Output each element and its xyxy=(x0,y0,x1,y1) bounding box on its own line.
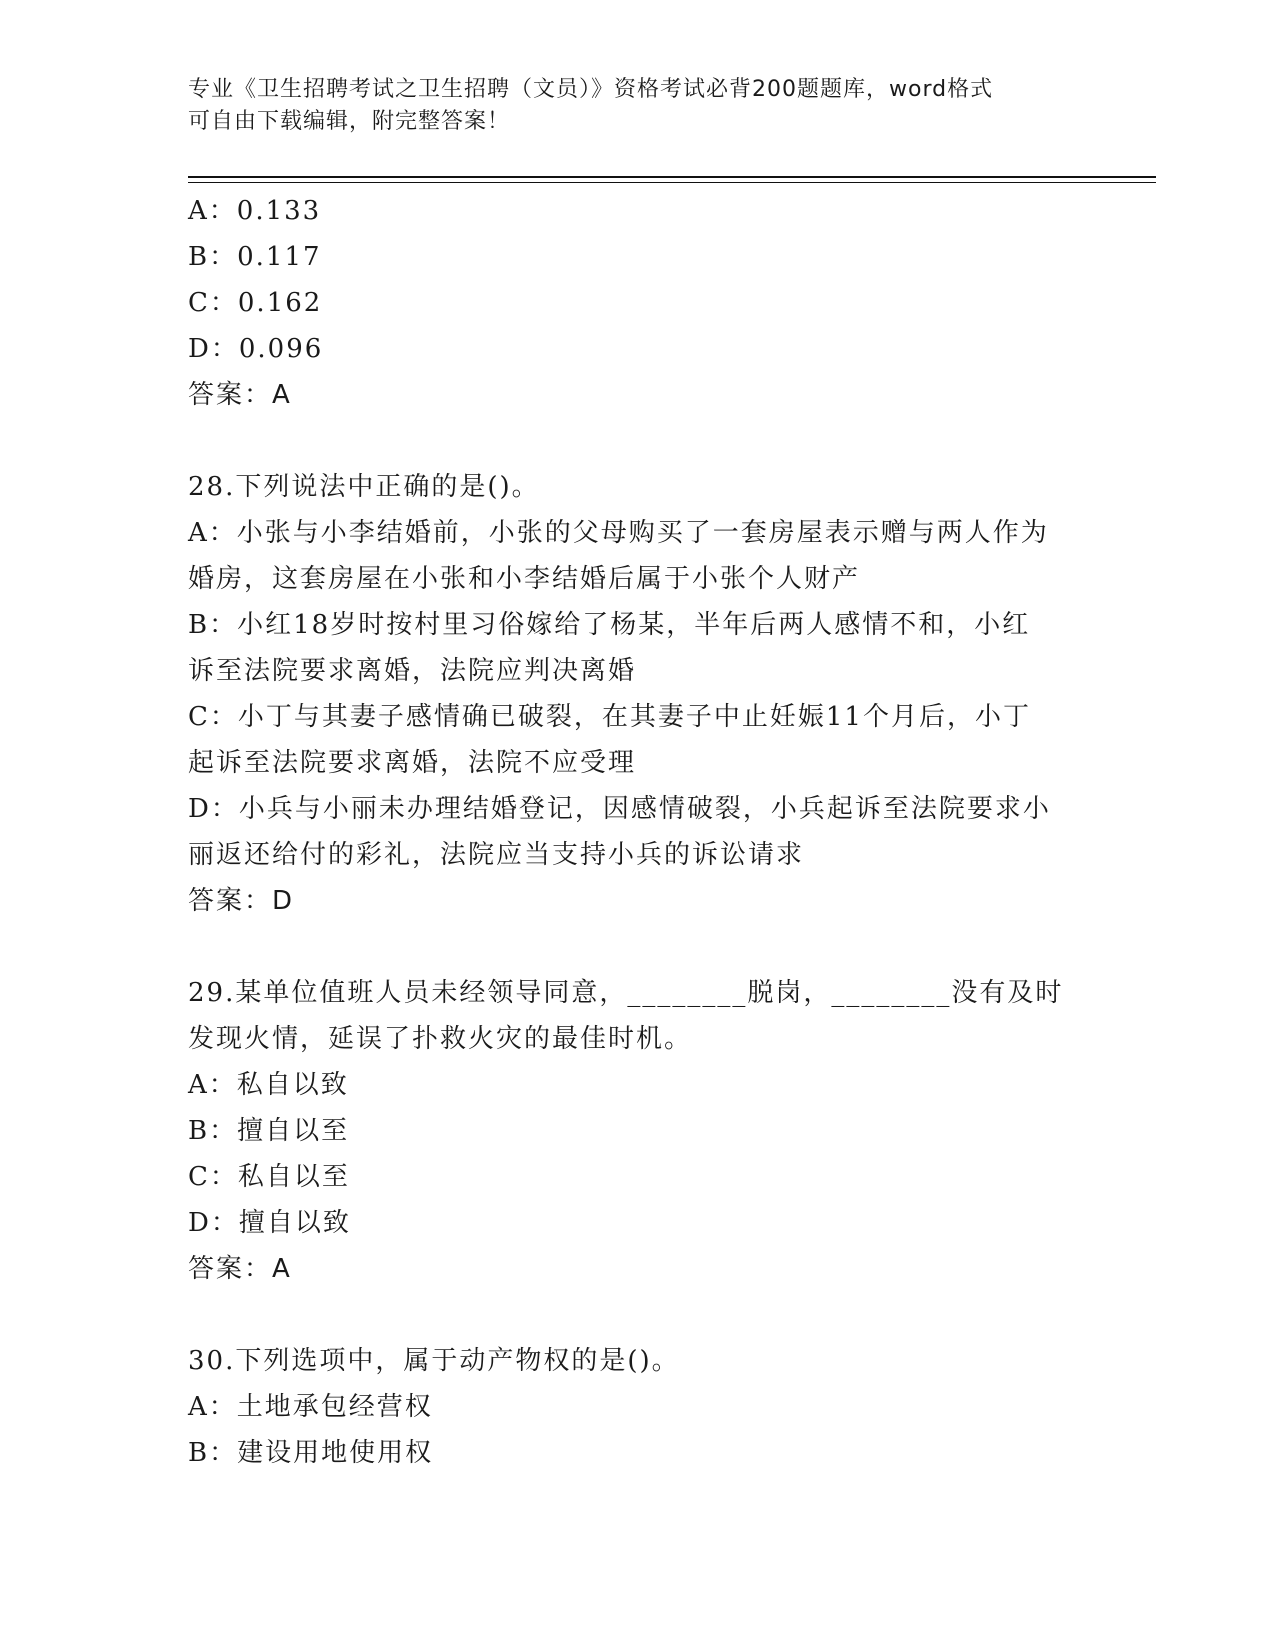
header-rule-thin xyxy=(188,182,1156,183)
question-stem: 30.下列选项中，属于动产物权的是()。 xyxy=(188,1346,680,1376)
question-28 xyxy=(188,464,1088,924)
question-29 xyxy=(188,970,1088,1292)
option-c-continued: 起诉至法院要求离婚，法院不应受理 xyxy=(188,748,637,778)
option-d-continued: 丽返还给付的彩礼，法院应当支持小兵的诉讼请求 xyxy=(188,840,805,870)
option-c: C：私自以至 xyxy=(188,1162,350,1192)
option-a: A：土地承包经营权 xyxy=(188,1392,433,1422)
question-list xyxy=(188,188,1088,1476)
option-b: B：0.117 xyxy=(188,242,322,272)
document-header xyxy=(188,74,1068,138)
option-a: A：0.133 xyxy=(188,196,322,226)
answer-line: 答案：A xyxy=(188,380,292,410)
option-d: D：0.096 xyxy=(188,334,324,364)
option-d: D：擅自以致 xyxy=(188,1208,351,1238)
header-line-1: 专业《卫生招聘考试之卫生招聘（文员）》资格考试必背200题题库，word格式 xyxy=(188,77,994,102)
option-a-continued: 婚房，这套房屋在小张和小李结婚后属于小张个人财产 xyxy=(188,564,861,594)
question-spacer xyxy=(188,1292,1088,1338)
option-c: C：小丁与其妻子感情确已破裂，在其妻子中止妊娠11个月后，小丁 xyxy=(188,702,1031,732)
question-stem: 28.下列说法中正确的是()。 xyxy=(188,472,540,502)
answer-line: 答案：D xyxy=(188,886,295,916)
option-b: B：小红18岁时按村里习俗嫁给了杨某，半年后两人感情不和，小红 xyxy=(188,610,1031,640)
option-b-continued: 诉至法院要求离婚，法院应判决离婚 xyxy=(188,656,637,686)
option-b: B：擅自以至 xyxy=(188,1116,350,1146)
question-spacer xyxy=(188,924,1088,970)
question-spacer xyxy=(188,418,1088,464)
header-rule-thick xyxy=(188,176,1156,178)
option-c: C：0.162 xyxy=(188,288,323,318)
question-stem-continued: 发现火情，延误了扑救火灾的最佳时机。 xyxy=(188,1024,693,1054)
question-30 xyxy=(188,1338,1088,1476)
question-stem: 29.某单位值班人员未经领导同意，________脱岗，________没有及时 xyxy=(188,978,1064,1008)
option-b: B：建设用地使用权 xyxy=(188,1438,434,1468)
option-a: A：私自以致 xyxy=(188,1070,349,1100)
option-d: D：小兵与小丽未办理结婚登记，因感情破裂，小兵起诉至法院要求小 xyxy=(188,794,1051,824)
option-a: A：小张与小李结婚前，小张的父母购买了一套房屋表示赠与两人作为 xyxy=(188,518,1049,548)
question-27 xyxy=(188,188,1088,418)
answer-line: 答案：A xyxy=(188,1254,292,1284)
header-line-2: 可自由下载编辑，附完整答案！ xyxy=(188,109,511,134)
